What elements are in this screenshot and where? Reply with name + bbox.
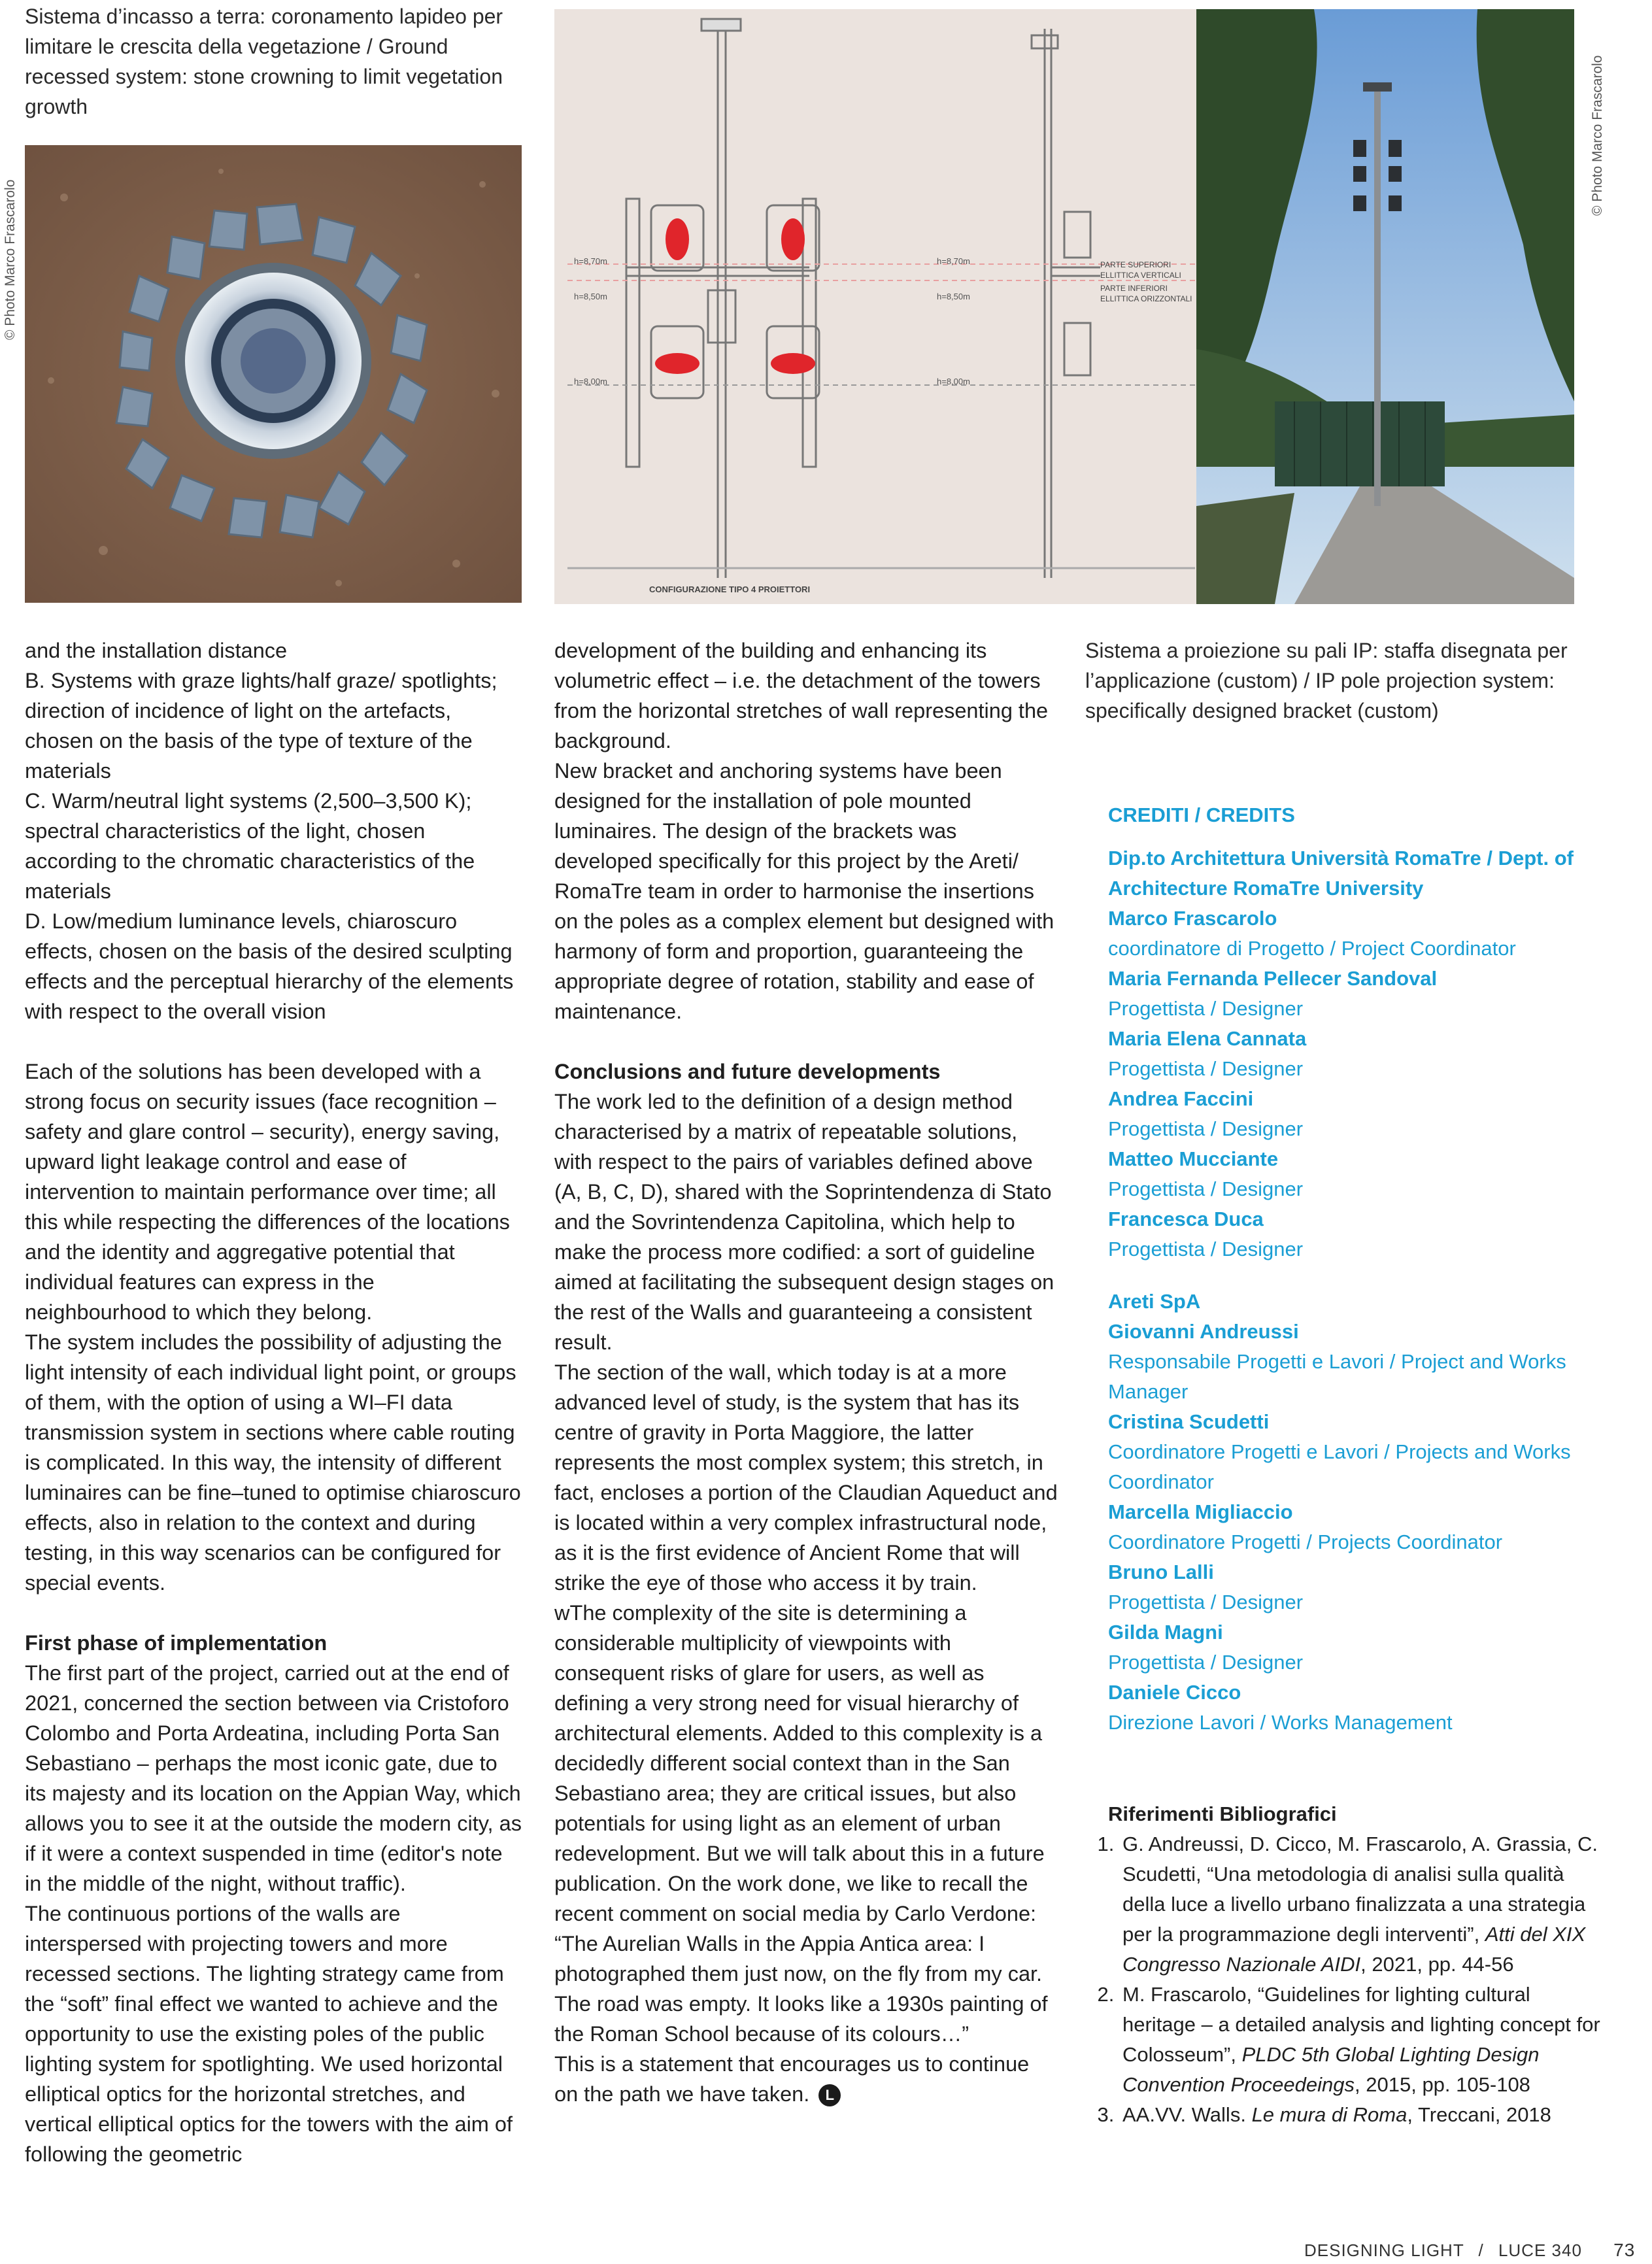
col2-p6: This is a statement that encourages us to continue on the path we have taken. L xyxy=(554,2052,1030,2106)
credit-name: Cristina Scudetti xyxy=(1108,1410,1270,1433)
footer-section: DESIGNING LIGHT xyxy=(1304,2240,1464,2260)
photo-credit-right: © Photo Marco Frascarolo xyxy=(1590,55,1605,216)
col1-p4: D. Low/medium luminance levels, chiaroscuro effects, chosen on the basis of the desired sculpting effects and the perceptual hierarchy of the elements with respect to the overall vision xyxy=(25,909,514,1023)
credit-name: Marco Frascarolo xyxy=(1108,907,1277,930)
credit-role: Progettista / Designer xyxy=(1108,1238,1304,1260)
caption-pole-projection: Sistema a proiezione su pali IP: staffa disegnata per l’applicazione (custom) / IP pole projection system: specifically designed bracket (custom) xyxy=(1085,639,1568,722)
col1-p5: Each of the solutions has been developed with a strong focus on security issues (face recognition – safety and glare control – security), energy saving, upward light leakage control and ease of intervention to maintain performance over time; all this while respecting the differences of the locations and the identity and aggregative potential that individual features can express in the neighbourhood to which they belong. xyxy=(25,1060,510,1324)
col2-p4: The section of the wall, which today is at a more advanced level of study, is the system that has its centre of gravity in Porta Maggiore, the latter represents the most complex system; this stretch, in fact, encloses a portion of the Claudian Aqueduct and is located within a very complex infrastructural node, as it is the first evidence of Ancient Rome that will strike the eye of those who access it by train. xyxy=(554,1360,1058,1595)
references-block xyxy=(1088,1799,1605,2130)
credit-role: Progettista / Designer xyxy=(1108,1117,1304,1140)
label-h850-b: h=8,50m xyxy=(937,292,970,301)
end-mark-icon: L xyxy=(818,2084,841,2106)
label-vertical-2: ELLITTICA VERTICALI xyxy=(1100,271,1181,280)
col1-p7: The first part of the project, carried out at the end of 2021, concerned the section between via Cristoforo Colombo and Porta Ardeatina, including Porta San Sebastiano – perhaps the most iconic gate, due to its majesty and its location on the Appian Way, which allows you to see it at the outside the modern city, as if it were a context suspended in time (editor's note in the middle of the night, without traffic). xyxy=(25,1661,522,1895)
label-vertical-1: PARTE SUPERIORI xyxy=(1100,260,1172,269)
heading-first-phase: First phase of implementation xyxy=(25,1631,328,1655)
references-title: Riferimenti Bibliografici xyxy=(1108,1802,1337,1825)
credits-people-romatre xyxy=(1108,904,1605,1264)
reference-item: 1. G. Andreussi, D. Cicco, M. Frascarolo, A. Grassia, C. Scudetti, “Una metodologia di analisi sulla qualità della luce a livello urbano finalizzata a una strategia per la programmazione degli interventi”, Atti del XIX Congresso Nazionale AIDI, 2021, pp. 44-56 xyxy=(1120,1829,1605,1980)
reference-item: 3. AA.VV. Walls. Le mura di Roma, Treccani, 2018 xyxy=(1120,2100,1605,2130)
credit-name: Maria Elena Cannata xyxy=(1108,1027,1307,1050)
column-1 xyxy=(25,635,522,2169)
label-horizontal-1: PARTE INFERIORI xyxy=(1100,284,1168,293)
credit-role: Progettista / Designer xyxy=(1108,1177,1304,1200)
credit-name: Matteo Mucciante xyxy=(1108,1147,1279,1170)
footer-separator: / xyxy=(1478,2240,1484,2260)
credit-role: coordinatore di Progetto / Project Coordinator xyxy=(1108,937,1516,960)
credit-name: Maria Fernanda Pellecer Sandoval xyxy=(1108,967,1438,990)
page-number: 73 xyxy=(1613,2240,1636,2260)
credits-org-areti: Areti SpA xyxy=(1108,1290,1201,1313)
footer xyxy=(1304,2240,1635,2261)
col2-p1: development of the building and enhancing its volumetric effect – i.e. the detachment of the towers from the horizontal stretches of wall representing the background. xyxy=(554,639,1049,752)
col2-p2: New bracket and anchoring systems have been designed for the installation of pole mounted luminaires. The design of the brackets was developed specifically for this project by the Areti/ RomaTre team in order to harmonise the insertions on the poles as a complex element but designed with harmony of form and proportion, guaranteeing the appropriate degree of rotation, stability and ease of maintenance. xyxy=(554,759,1054,1023)
references-list xyxy=(1088,1829,1605,2130)
label-horizontal-2: ELLITTICA ORIZZONTALI xyxy=(1100,294,1192,303)
caption-ground-recessed: Sistema d’incasso a terra: coronamento lapideo per limitare le crescita della vegetazione / Ground recessed system: stone crowning to limit vegetation growth xyxy=(25,5,503,118)
label-h800-a: h=8,00m xyxy=(574,377,607,386)
reference-item: 2. M. Frascarolo, “Guidelines for lighting cultural heritage – a detailed analysis and lighting concept for Colosseum”, PLDC 5th Global Lighting Design Convention Proceedeings, 2015, pp. 105-108 xyxy=(1120,1980,1605,2100)
label-h870-a: h=8,70m xyxy=(574,256,607,266)
credit-role: Progettista / Designer xyxy=(1108,1057,1304,1080)
col2-p3: The work led to the definition of a design method characterised by a matrix of repeatable solutions, with respect to the pairs of variables defined above (A, B, C, D), shared with the Soprintendenza di Stato and the Sovrintendenza Capitolina, which help to make the process more codified: a sort of guideline aimed at facilitating the subsequent design stages on the rest of the Walls and guaranteeing a consistent result. xyxy=(554,1090,1054,1354)
col1-p8: The continuous portions of the walls are interspersed with projecting towers and more recessed sections. The lighting strategy came from the “soft” final effect we wanted to achieve and the opportunity to use the existing poles of the public lighting system for spotlighting. We used horizontal elliptical optics for the horizontal stretches, and vertical elliptical optics for the towers with the aim of following the geometric xyxy=(25,1902,513,2166)
label-h870-b: h=8,70m xyxy=(937,256,970,266)
col1-p6: The system includes the possibility of adjusting the light intensity of each individual light point, or groups of them, with the option of using a WI–FI data transmission system in sections where cable routing is complicated. In this way, the intensity of different luminaires can be fine–tuned to optimise chiaroscuro effects, also in relation to the context and during testing, in this way scenarios can be configured for special events. xyxy=(25,1330,521,1595)
credit-role: Direzione Lavori / Works Management xyxy=(1108,1711,1453,1734)
credit-role: Progettista / Designer xyxy=(1108,997,1304,1020)
label-h800-b: h=8,00m xyxy=(937,377,970,386)
credit-name: Daniele Cicco xyxy=(1108,1681,1241,1704)
footer-magazine: LUCE xyxy=(1498,2240,1547,2260)
col2-p5: wThe complexity of the site is determining a considerable multiplicity of viewpoints with consequent risks of glare for users, as well as defining a very strong need for visual hierarchy of architectural elements. Added to this complexity is a decidedly different social context than in the San Sebastiano area; they are critical issues, but also potentials for using light as an element of urban redevelopment. But we will talk about this in a future publication. On the work done, we like to recall the recent comment on social media by Carlo Verdone: “The Aurelian Walls in the Appia Antica area: I photographed them just now, on the fly from my car. The road was empty. It looks like a 1930s painting of the Roman School because of its colours…” xyxy=(554,1601,1048,2046)
photo-ground-recessed xyxy=(25,145,522,603)
credits-people-areti xyxy=(1108,1317,1605,1738)
credit-name: Francesca Duca xyxy=(1108,1208,1264,1230)
credit-name: Gilda Magni xyxy=(1108,1621,1223,1644)
col1-p3: C. Warm/neutral light systems (2,500–3,500 K); spectral characteristics of the light, chosen according to the chromatic characteristics of the materials xyxy=(25,789,475,903)
credit-name: Bruno Lalli xyxy=(1108,1561,1214,1583)
credits-block xyxy=(1108,800,1605,1738)
heading-conclusions: Conclusions and future developments xyxy=(554,1060,941,1083)
credit-name: Marcella Migliaccio xyxy=(1108,1500,1293,1523)
col1-p2: B. Systems with graze lights/half graze/ spotlights; direction of incidence of light on the artefacts, chosen on the basis of the type of texture of the materials xyxy=(25,669,497,783)
photo-pole-installation xyxy=(1196,9,1574,604)
label-configuration: CONFIGURAZIONE TIPO 4 PROIETTORI xyxy=(649,584,811,594)
credit-role: Progettista / Designer xyxy=(1108,1591,1304,1614)
label-h850-a: h=8,50m xyxy=(574,292,607,301)
credit-role: Responsabile Progetti e Lavori / Project and Works Manager xyxy=(1108,1350,1566,1403)
credit-name: Giovanni Andreussi xyxy=(1108,1320,1299,1343)
credit-name: Andrea Faccini xyxy=(1108,1087,1254,1110)
credits-title: CREDITI / CREDITS xyxy=(1108,803,1295,826)
credit-role: Coordinatore Progetti / Projects Coordinator xyxy=(1108,1530,1503,1553)
col1-p1: and the installation distance xyxy=(25,639,288,662)
column-2 xyxy=(554,635,1058,2109)
drawing-pole-configuration xyxy=(554,9,1208,604)
footer-issue: 340 xyxy=(1551,2240,1582,2260)
credit-role: Progettista / Designer xyxy=(1108,1651,1304,1674)
credit-role: Coordinatore Progetti e Lavori / Projects and Works Coordinator xyxy=(1108,1440,1571,1493)
photo-credit-left: © Photo Marco Frascarolo xyxy=(3,179,18,340)
credits-org-romatre: Dip.to Architettura Università RomaTre / Dept. of Architecture RomaTre University xyxy=(1108,847,1574,900)
